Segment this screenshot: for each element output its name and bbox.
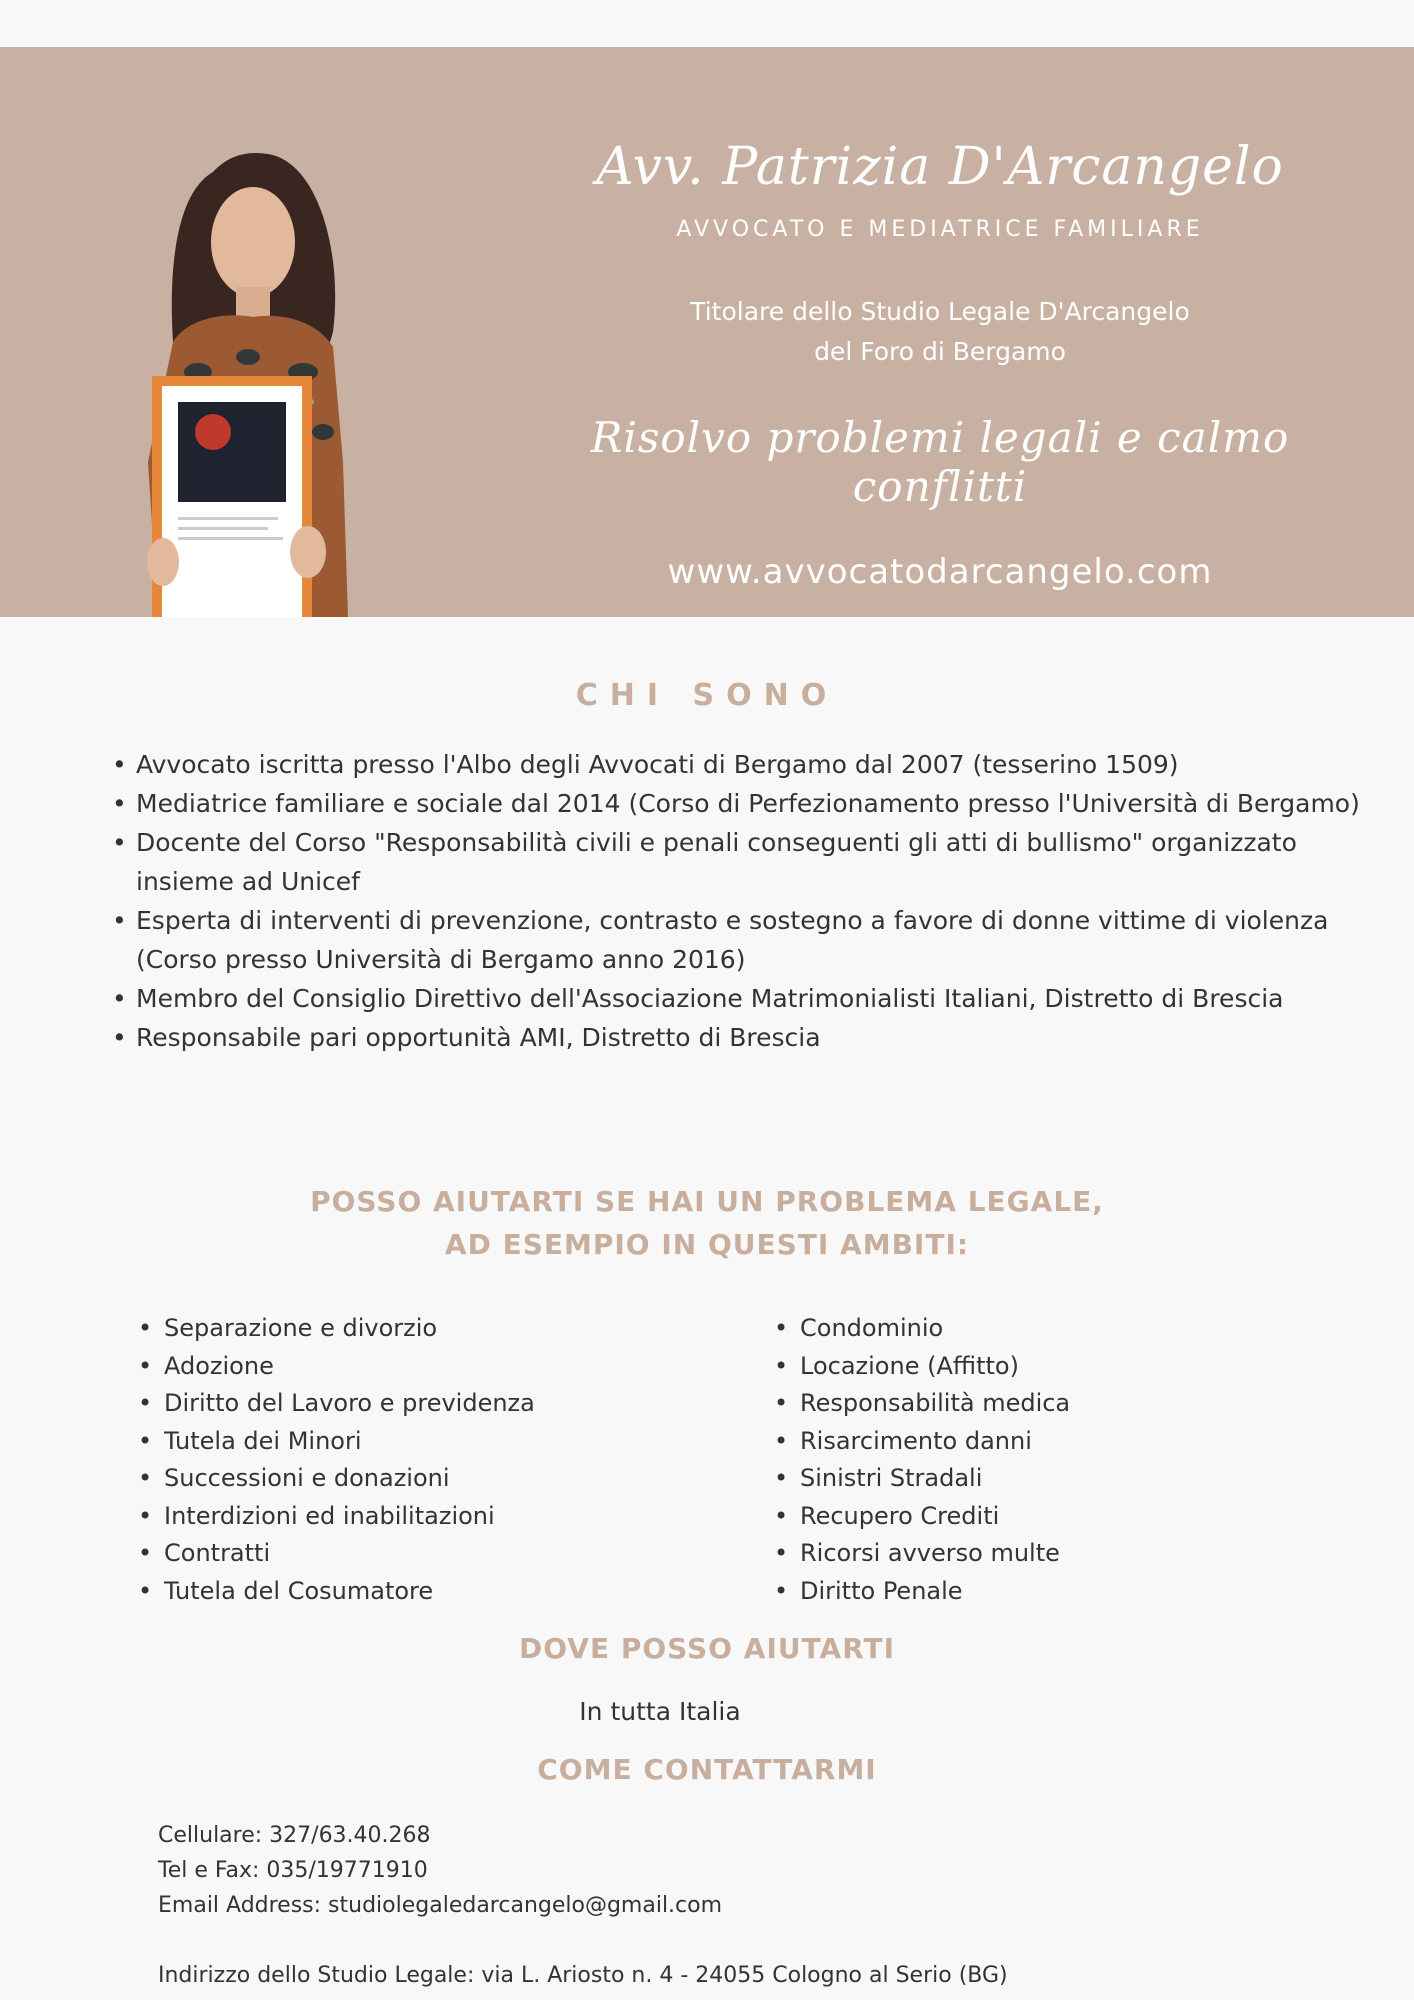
list-item: • Responsabilità medica (772, 1385, 1372, 1423)
list-item: • Diritto del Lavoro e previdenza (136, 1385, 736, 1423)
areas-list-left (136, 1310, 736, 1610)
where-heading: DOVE POSSO AIUTARTI (518, 1632, 896, 1665)
list-item: • Diritto Penale (772, 1573, 1372, 1611)
list-item: • Tutela del Cosumatore (136, 1573, 736, 1611)
firm-line: del Foro di Bergamo (814, 337, 1066, 366)
tel-fax-number: Tel e Fax: 035/19771910 (158, 1858, 428, 1883)
areas-list-right (772, 1310, 1372, 1610)
list-item: • Recupero Crediti (772, 1498, 1372, 1536)
list-item: • Interdizioni ed inabilitazioni (136, 1498, 736, 1536)
spacer (158, 1923, 1008, 1958)
firm-description (520, 292, 1360, 372)
where-text: In tutta Italia (579, 1697, 741, 1726)
list-item: • Membro del Consiglio Direttivo dell'Associazione Matrimonialisti Italiani, Distretto di Brescia (110, 979, 1370, 1018)
areas-heading (0, 1180, 1414, 1266)
areas-heading-line: POSSO AIUTARTI SE HAI UN PROBLEMA LEGALE, (310, 1185, 1104, 1218)
header-banner (0, 47, 1414, 617)
mobile-number: Cellulare: 327/63.40.268 (158, 1823, 431, 1848)
list-item: • Docente del Corso "Responsabilità civili e penali conseguenti gli atti di bullismo" organizzato insieme ad Unicef (110, 823, 1370, 901)
list-item: • Separazione e divorzio (136, 1310, 736, 1348)
list-item: • Risarcimento danni (772, 1423, 1372, 1461)
portrait-photo (118, 132, 400, 617)
list-item: • Mediatrice familiare e sociale dal 2014 (Corso di Perfezionamento presso l'Università di Bergamo) (110, 784, 1370, 823)
lawyer-name: Avv. Patrizia D'Arcangelo (596, 137, 1284, 197)
contact-heading: COME CONTATTARMI (537, 1753, 877, 1786)
website-link[interactable]: www.avvocatodarcangelo.com (667, 552, 1213, 592)
slogan: Risolvo problemi legali e calmo conflitti (590, 413, 1290, 511)
email-address[interactable]: Email Address: studiolegaledarcangelo@gmail.com (158, 1893, 723, 1918)
about-heading: CHI SONO (575, 678, 839, 713)
about-list (110, 745, 1370, 1057)
list-item: • Contratti (136, 1535, 736, 1573)
list-item: • Locazione (Affitto) (772, 1348, 1372, 1386)
areas-heading-line: AD ESEMPIO IN QUESTI AMBITI: (444, 1228, 970, 1261)
office-address: Indirizzo dello Studio Legale: via L. Ariosto n. 4 - 24055 Cologno al Serio (BG) (158, 1963, 1008, 1988)
list-item: • Avvocato iscritta presso l'Albo degli Avvocati di Bergamo dal 2007 (tesserino 1509) (110, 745, 1370, 784)
list-item: • Successioni e donazioni (136, 1460, 736, 1498)
list-item: • Responsabile pari opportunità AMI, Distretto di Brescia (110, 1018, 1370, 1057)
list-item: • Ricorsi avverso multe (772, 1535, 1372, 1573)
profession-subtitle: AVVOCATO E MEDIATRICE FAMILIARE (676, 217, 1204, 242)
list-item: • Sinistri Stradali (772, 1460, 1372, 1498)
list-item: • Condominio (772, 1310, 1372, 1348)
firm-line: Titolare dello Studio Legale D'Arcangelo (690, 297, 1190, 326)
list-item: • Esperta di interventi di prevenzione, contrasto e sostegno a favore di donne vittime di violenza (Corso presso Università di Bergamo anno 2016) (110, 901, 1370, 979)
list-item: • Tutela dei Minori (136, 1423, 736, 1461)
list-item: • Adozione (136, 1348, 736, 1386)
contact-details (158, 1818, 1008, 1993)
